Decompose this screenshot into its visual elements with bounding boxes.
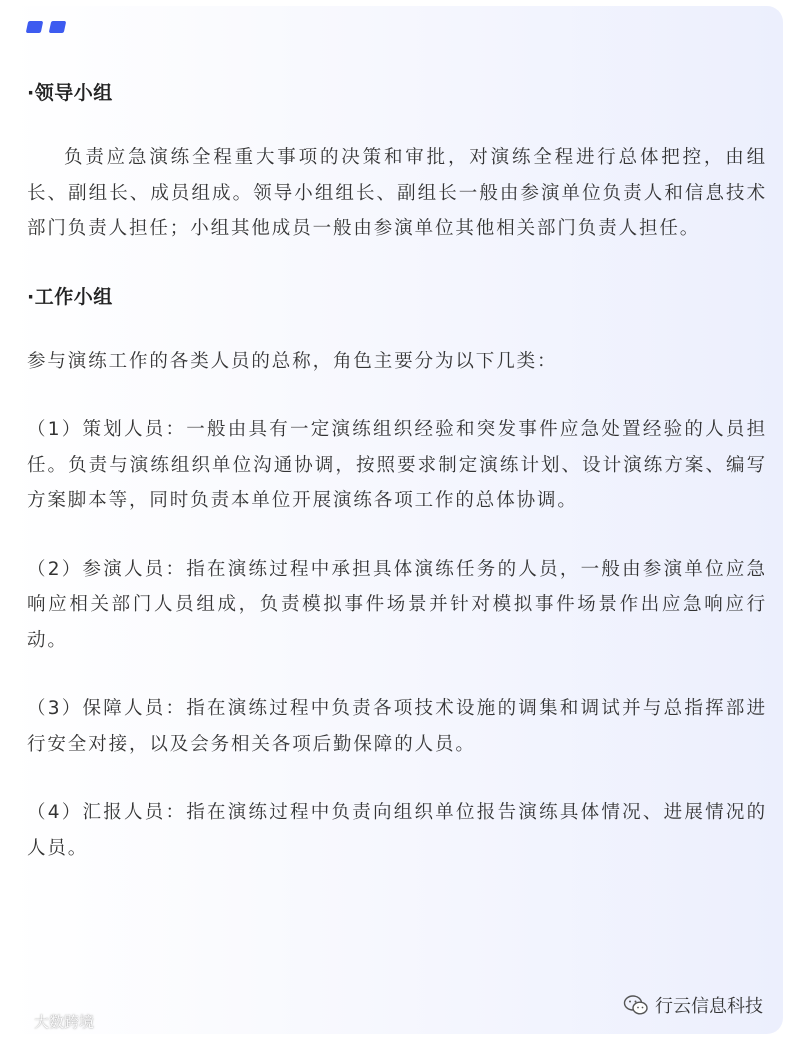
wechat-icon — [623, 994, 649, 1016]
role-item-reporters: （4）汇报人员：指在演练过程中负责向组织单位报告演练具体情况、进展情况的人员。 — [27, 802, 767, 859]
watermark-logo-icon — [8, 1014, 30, 1030]
watermark — [8, 1011, 94, 1032]
brand-name: 行云信息科技 — [655, 996, 763, 1016]
decorative-mark-1 — [26, 21, 44, 33]
brand-badge[interactable] — [623, 992, 763, 1018]
section-heading-leadership: ·领导小组 — [27, 82, 113, 104]
watermark-text: 大数跨境 — [34, 1014, 95, 1031]
decorative-mark-2 — [49, 21, 67, 33]
decorative-marks — [27, 21, 65, 33]
role-item-planners: （1）策划人员：一般由具有一定演练组织经验和突发事件应急处置经验的人员担任。负责与演练组织单位沟通协调，按照要求制定演练计划、设计演练方案、编写方案脚本等，同时负责本单位开展演练各项工作的总体协调。 — [27, 419, 767, 511]
article-content — [27, 76, 767, 866]
role-item-participants: （2）参演人员：指在演练过程中承担具体演练任务的人员，一般由参演单位应急响应相关部门人员组成，负责模拟事件场景并针对模拟事件场景作出应急响应行动。 — [27, 558, 767, 651]
article-card — [8, 6, 783, 1034]
working-group-intro: 参与演练工作的各类人员的总称，角色主要分为以下几类： — [27, 350, 558, 372]
leadership-paragraph: 负责应急演练全程重大事项的决策和审批，对演练全程进行总体把控，由组长、副组长、成员组成。领导小组组长、副组长一般由参演单位负责人和信息技术部门负责人担任；小组其他成员一般由参演单位其他相关部门负责人担任。 — [27, 147, 767, 239]
section-heading-working-group: ·工作小组 — [27, 285, 113, 308]
role-item-support: （3）保障人员：指在演练过程中负责各项技术设施的调集和调试并与总指挥部进行安全对接，以及会务相关各项后勤保障的人员。 — [27, 698, 767, 755]
